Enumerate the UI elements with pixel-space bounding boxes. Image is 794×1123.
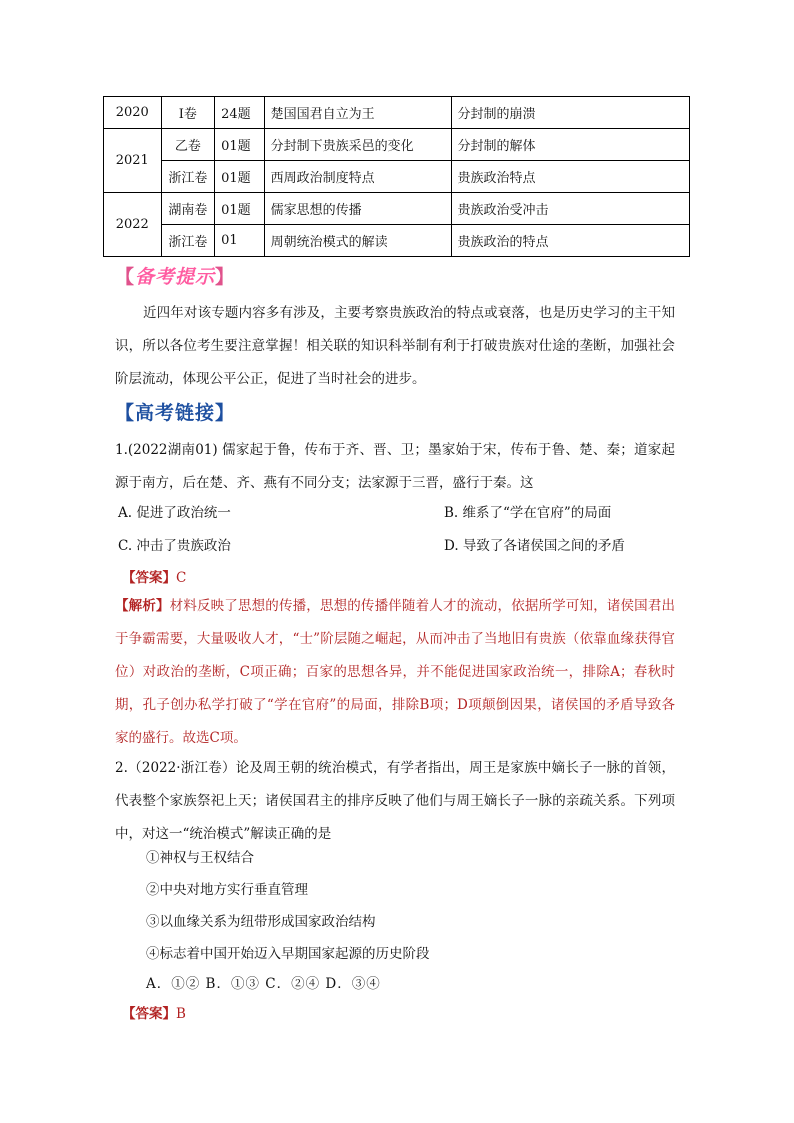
question-number-cell: 24题 <box>215 97 265 129</box>
question-number-cell: 01题 <box>215 129 265 161</box>
paper-cell: 浙江卷 <box>161 161 215 193</box>
knowledge-point-cell: 分封制的解体 <box>451 129 689 161</box>
paper-cell: 浙江卷 <box>161 225 215 257</box>
knowledge-point-cell: 贵族政治的特点 <box>451 225 689 257</box>
table-row <box>104 225 690 257</box>
question-2-item-3: ③以血缘关系为纽带形成国家政治结构 <box>146 914 376 930</box>
question-1-answer <box>122 566 186 586</box>
paper-cell: Ⅰ卷 <box>161 97 215 129</box>
question-number-cell: 01题 <box>215 193 265 225</box>
question-1-option-a: A. 促进了政治统一 <box>118 505 231 521</box>
knowledge-point-cell: 分封制的崩溃 <box>451 97 689 129</box>
question-1-stem: 1.(2022湖南01) 儒家起于鲁，传布于齐、晋、卫；墨家始于宋，传布于鲁、楚、秦；道家起源于南方，后在楚、齐、燕有不同分支；法家源于三晋，盛行于秦。这 <box>115 442 675 491</box>
topic-cell: 西周政治制度特点 <box>264 161 451 193</box>
question-2-item-2: ②中央对地方实行垂直管理 <box>146 882 308 898</box>
knowledge-point-cell: 贵族政治特点 <box>451 161 689 193</box>
question-2-item-1: ①神权与王权结合 <box>146 850 254 866</box>
table-row <box>104 97 690 129</box>
answer-value: C <box>176 570 187 586</box>
topic-cell: 儒家思想的传播 <box>264 193 451 225</box>
topic-cell: 周朝统治模式的解读 <box>264 225 451 257</box>
knowledge-point-cell: 贵族政治受冲击 <box>451 193 689 225</box>
question-1-option-d: D. 导致了各诸侯国之间的矛盾 <box>444 538 625 554</box>
year-cell: 2021 <box>104 129 162 193</box>
tips-title-right-bracket: 】 <box>215 266 236 288</box>
year-cell: 2020 <box>104 97 162 129</box>
analysis-text: 材料反映了思想的传播，思想的传播伴随着人才的流动，依据所学可知，诸侯国君出于争霸需要，大量吸收人才，“士”阶层随之崛起，从而冲击了当地旧有贵族（依靠血缘获得官位）对政治的垄断，C项正确；百家的思想各异，并不能促进国家政治统一，排除A；春秋时期，孔子创办私学打破了“学在官府”的局面，排除B项；D项颠倒因果，诸侯国的矛盾导致各家的盛行。故选C项。 <box>115 598 676 746</box>
tips-title-text: 备考提示 <box>135 266 216 288</box>
question-1-analysis <box>115 590 675 755</box>
paper-cell: 湖南卷 <box>161 193 215 225</box>
question-2-options: A．①② B．①③ C．②④ D．③④ <box>146 976 381 992</box>
question-number-cell: 01题 <box>215 161 265 193</box>
links-section-title: 【高考链接】 <box>115 402 236 424</box>
paper-cell: 乙卷 <box>161 129 215 161</box>
question-number-cell: 01 <box>215 225 265 257</box>
table-row <box>104 161 690 193</box>
question-2-item-4: ④标志着中国开始迈入早期国家起源的历史阶段 <box>146 946 430 962</box>
question-2-answer <box>122 1002 186 1022</box>
answer-label: 【答案】 <box>122 1006 176 1022</box>
tips-paragraph: 近四年对该专题内容多有涉及，主要考察贵族政治的特点或衰落，也是历史学习的主干知识，所以各位考生要注意掌握！相关联的知识科举制有利于打破贵族对仕途的垄断，加强社会阶层流动，体现公平公正，促进了当时社会的进步。 <box>115 305 675 387</box>
answer-value: B <box>176 1006 186 1022</box>
year-cell: 2022 <box>104 193 162 257</box>
question-1-option-c: C. 冲击了贵族政治 <box>118 538 231 554</box>
question-2-stem: 2.（2022·浙江卷）论及周王朝的统治模式，有学者指出，周王是家族中嫡长子一脉的首领，代表整个家族祭祀上天；诸侯国君主的排序反映了他们与周王嫡长子一脉的亲疏关系。下列项中，对这一“统治模式”解读正确的是 <box>115 760 675 842</box>
table-row <box>104 193 690 225</box>
question-1-option-b: B. 维系了“学在官府”的局面 <box>444 505 612 521</box>
tips-title-left-bracket: 【 <box>115 266 136 288</box>
topic-cell: 分封制下贵族采邑的变化 <box>264 129 451 161</box>
analysis-label: 【解析】 <box>115 598 170 614</box>
answer-label: 【答案】 <box>122 570 176 586</box>
topic-cell: 楚国国君自立为王 <box>264 97 451 129</box>
tips-section-title <box>115 262 235 289</box>
table-row <box>104 129 690 161</box>
exam-table <box>103 96 690 257</box>
